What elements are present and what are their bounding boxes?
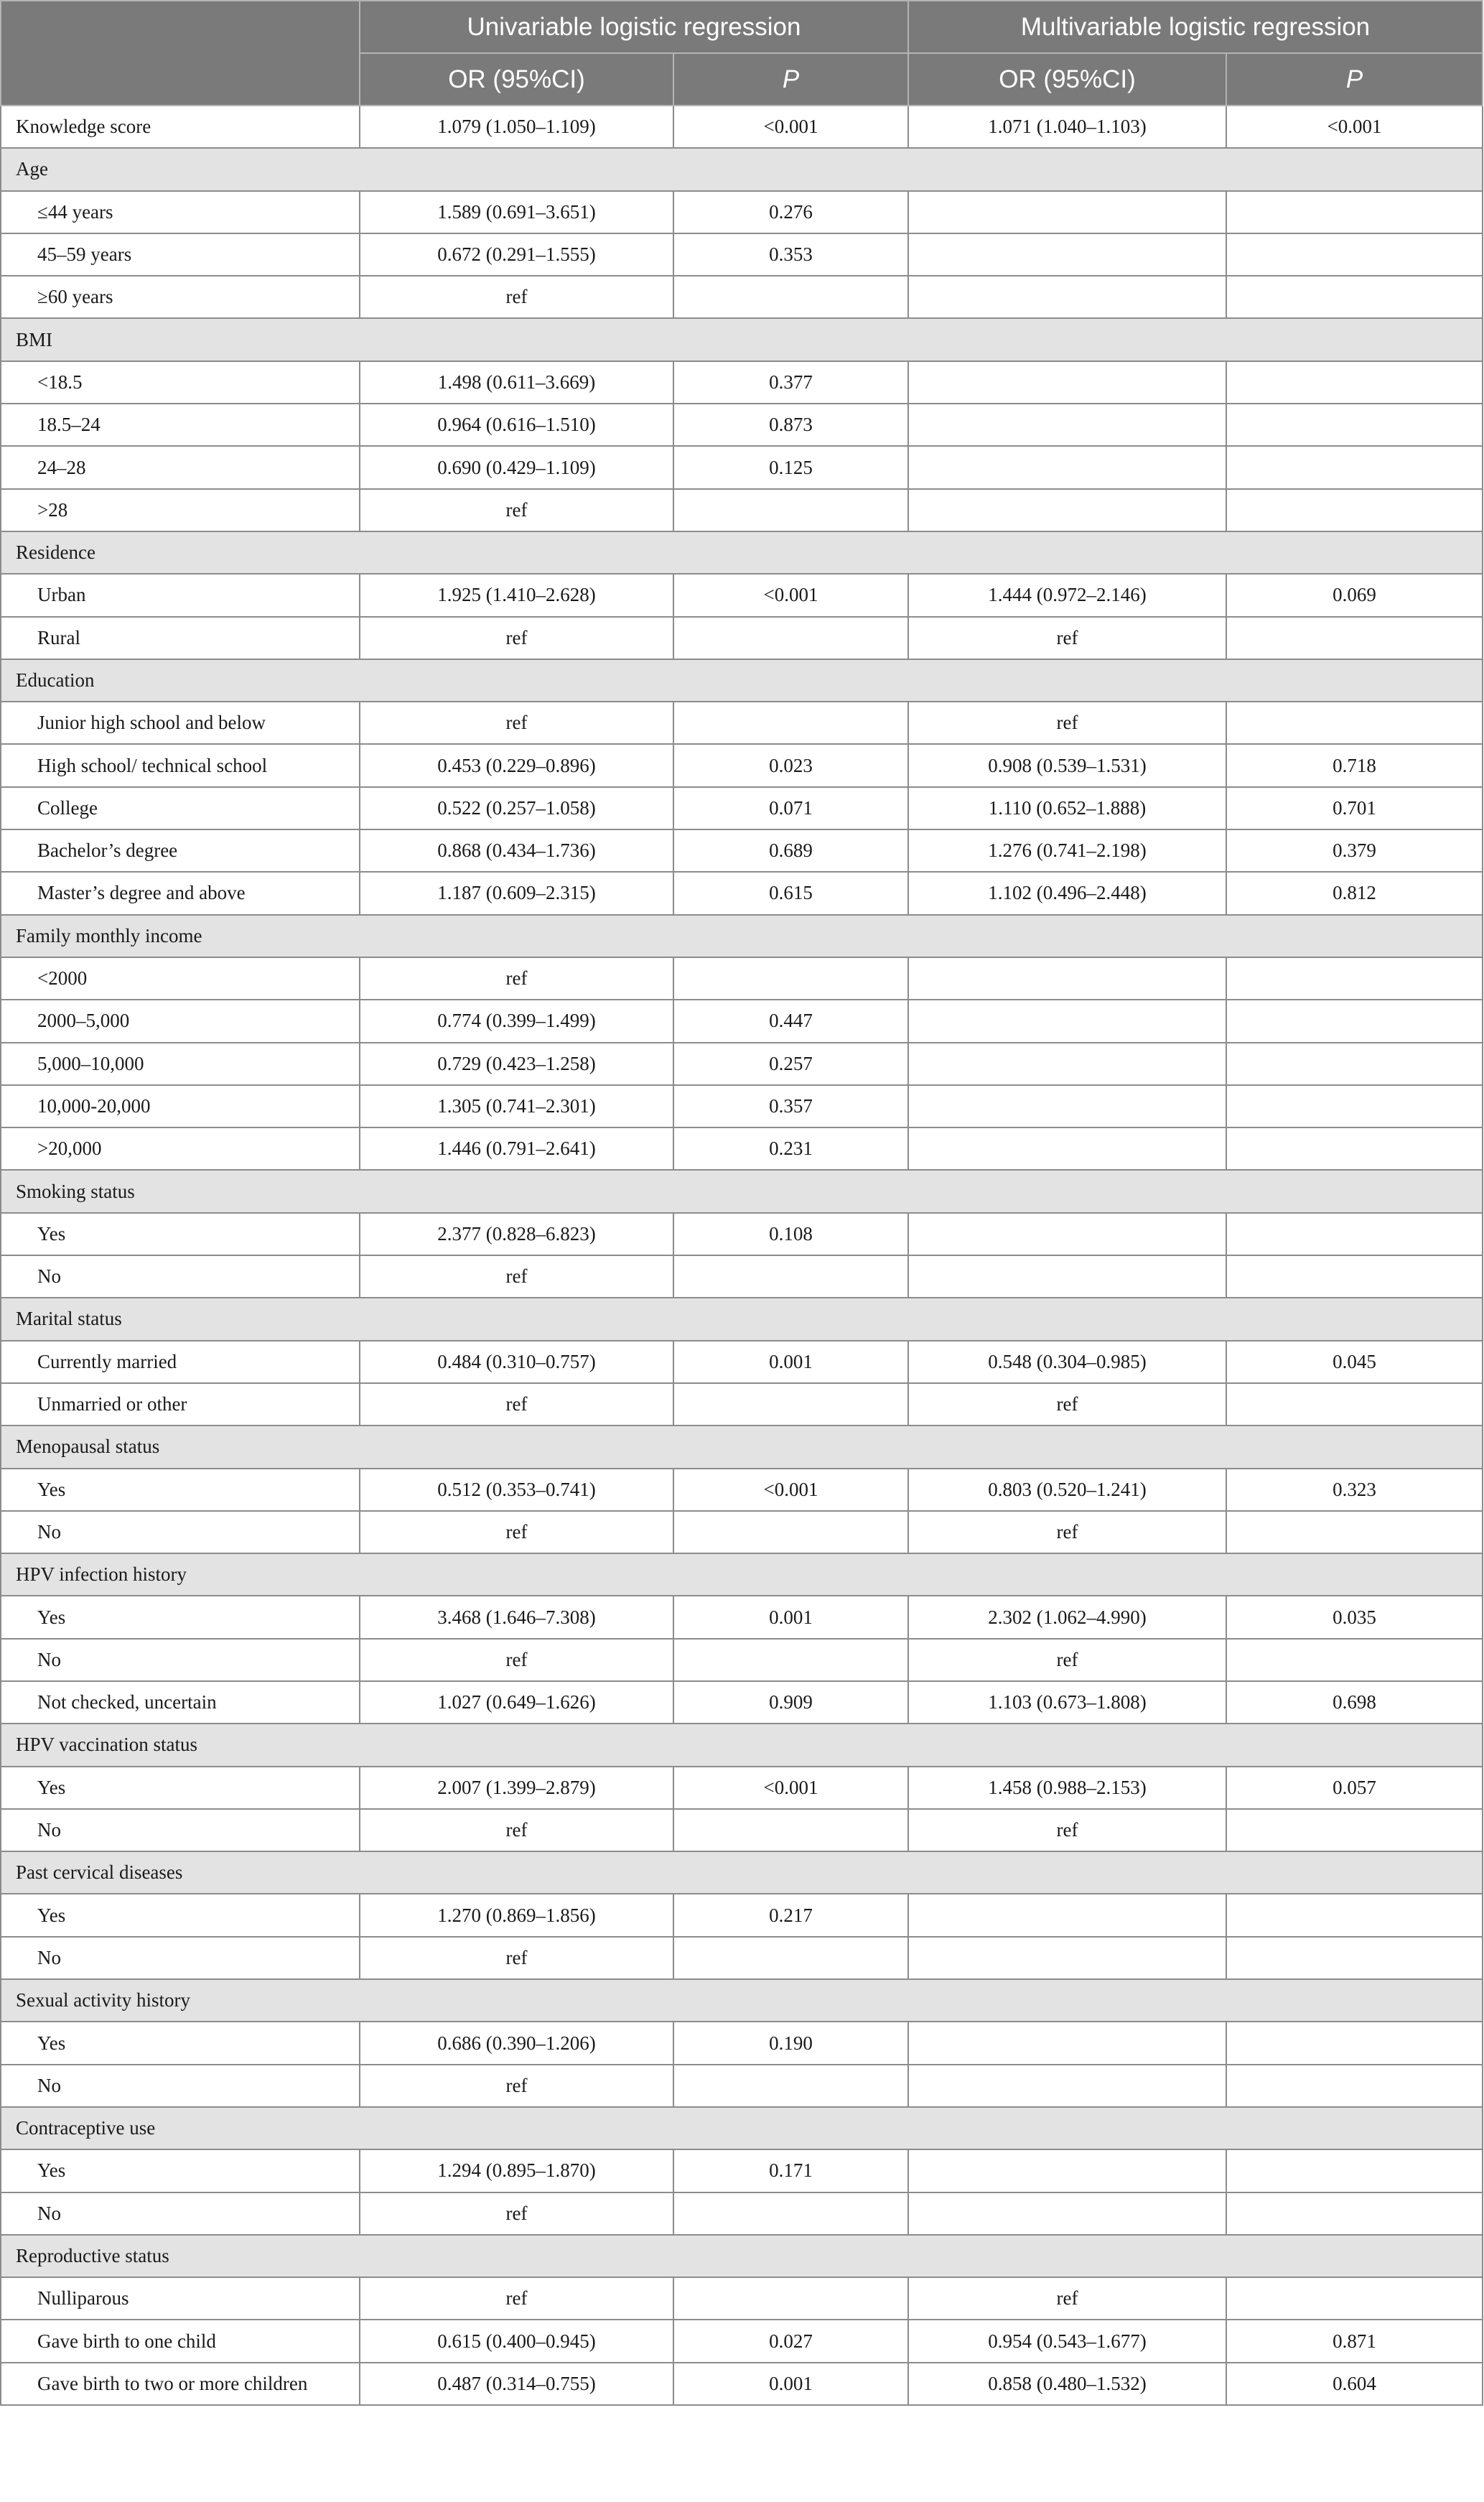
uni-p-cell bbox=[673, 957, 908, 1000]
uni-or-cell: 1.498 (0.611–3.669) bbox=[360, 361, 673, 404]
uni-or-cell: 1.925 (1.410–2.628) bbox=[360, 574, 673, 616]
multi-p-cell bbox=[1226, 2192, 1483, 2235]
multi-or-cell: 0.548 (0.304–0.985) bbox=[908, 1341, 1226, 1383]
uni-or-cell: 2.007 (1.399–2.879) bbox=[360, 1767, 673, 1809]
multi-p-cell: <0.001 bbox=[1226, 106, 1483, 148]
uni-or-cell: 1.294 (0.895–1.870) bbox=[360, 2149, 673, 2192]
uni-p-cell: <0.001 bbox=[673, 106, 908, 148]
uni-p-cell: 0.231 bbox=[673, 1127, 908, 1170]
table-row bbox=[1, 787, 1483, 829]
multi-or-header: OR (95%CI) bbox=[908, 53, 1226, 106]
multi-or-cell: 2.302 (1.062–4.990) bbox=[908, 1596, 1226, 1638]
multi-p-cell: 0.812 bbox=[1226, 872, 1483, 914]
row-label: Bachelor’s degree bbox=[1, 829, 360, 872]
uni-or-cell: ref bbox=[360, 957, 673, 1000]
section-row bbox=[1, 1170, 1483, 1212]
table-row bbox=[1, 276, 1483, 318]
uni-or-cell: 0.964 (0.616–1.510) bbox=[360, 404, 673, 446]
section-label: Smoking status bbox=[1, 1170, 1483, 1212]
section-row bbox=[1, 1724, 1483, 1766]
multi-p-cell bbox=[1226, 957, 1483, 1000]
multi-p-cell: 0.379 bbox=[1226, 829, 1483, 872]
uni-or-cell: 3.468 (1.646–7.308) bbox=[360, 1596, 673, 1638]
uni-or-cell: ref bbox=[360, 2192, 673, 2235]
table-row bbox=[1, 617, 1483, 659]
multi-p-cell: 0.045 bbox=[1226, 1341, 1483, 1383]
multi-or-cell bbox=[908, 957, 1226, 1000]
table-row bbox=[1, 574, 1483, 616]
multi-p-cell: 0.698 bbox=[1226, 1681, 1483, 1724]
multi-p-cell bbox=[1226, 2149, 1483, 2192]
uni-p-cell: 0.217 bbox=[673, 1894, 908, 1936]
multi-or-cell bbox=[908, 1937, 1226, 1979]
table-row bbox=[1, 1127, 1483, 1170]
uni-p-cell bbox=[673, 1639, 908, 1681]
multi-p-cell: 0.323 bbox=[1226, 1469, 1483, 1511]
row-label: Unmarried or other bbox=[1, 1383, 360, 1426]
section-row bbox=[1, 1553, 1483, 1596]
multi-p-cell bbox=[1226, 1894, 1483, 1936]
table-row bbox=[1, 1255, 1483, 1298]
section-row bbox=[1, 318, 1483, 361]
section-label: Past cervical diseases bbox=[1, 1851, 1483, 1894]
header-blank-cell bbox=[1, 1, 360, 106]
uni-p-cell bbox=[673, 1511, 908, 1553]
uni-p-cell: 0.001 bbox=[673, 1341, 908, 1383]
uni-or-cell: 0.453 (0.229–0.896) bbox=[360, 744, 673, 786]
multi-or-cell: ref bbox=[908, 1383, 1226, 1426]
uni-or-cell: 1.305 (0.741–2.301) bbox=[360, 1085, 673, 1127]
uni-p-cell bbox=[673, 2065, 908, 2107]
section-row bbox=[1, 2235, 1483, 2277]
uni-p-cell: 0.001 bbox=[673, 2363, 908, 2405]
multi-or-cell bbox=[908, 2149, 1226, 2192]
uni-or-cell: 0.512 (0.353–0.741) bbox=[360, 1469, 673, 1511]
row-label: No bbox=[1, 1937, 360, 1979]
multi-or-cell bbox=[908, 1043, 1226, 1085]
uni-p-cell: 0.171 bbox=[673, 2149, 908, 2192]
uni-or-cell: 0.615 (0.400–0.945) bbox=[360, 2320, 673, 2362]
section-label: Contraceptive use bbox=[1, 2107, 1483, 2149]
uni-p-cell bbox=[673, 276, 908, 318]
table-row bbox=[1, 872, 1483, 914]
uni-p-cell: 0.190 bbox=[673, 2022, 908, 2064]
table-row bbox=[1, 1213, 1483, 1255]
section-row bbox=[1, 659, 1483, 702]
table-row bbox=[1, 744, 1483, 786]
row-label: 45–59 years bbox=[1, 233, 360, 276]
table-row bbox=[1, 191, 1483, 233]
section-row bbox=[1, 1851, 1483, 1894]
section-label: HPV infection history bbox=[1, 1553, 1483, 1596]
multi-or-cell bbox=[908, 1085, 1226, 1127]
uni-p-cell bbox=[673, 2192, 908, 2235]
table-header bbox=[1, 1, 1483, 106]
multi-or-cell bbox=[908, 1127, 1226, 1170]
table-row bbox=[1, 1043, 1483, 1085]
section-row bbox=[1, 531, 1483, 574]
table-row bbox=[1, 489, 1483, 531]
table-row bbox=[1, 2277, 1483, 2320]
uni-p-cell: 0.023 bbox=[673, 744, 908, 786]
uni-or-cell: 1.270 (0.869–1.856) bbox=[360, 1894, 673, 1936]
multi-p-cell: 0.701 bbox=[1226, 787, 1483, 829]
row-label: <18.5 bbox=[1, 361, 360, 404]
multi-or-cell: 0.954 (0.543–1.677) bbox=[908, 2320, 1226, 2362]
table-row bbox=[1, 702, 1483, 744]
table-row bbox=[1, 1341, 1483, 1383]
section-label: Age bbox=[1, 148, 1483, 190]
row-label: Rural bbox=[1, 617, 360, 659]
section-row bbox=[1, 915, 1483, 957]
section-label: Reproductive status bbox=[1, 2235, 1483, 2277]
uni-p-cell: 0.027 bbox=[673, 2320, 908, 2362]
uni-or-cell: ref bbox=[360, 276, 673, 318]
multi-p-cell bbox=[1226, 1809, 1483, 1851]
section-row bbox=[1, 1426, 1483, 1468]
uni-or-cell: 0.686 (0.390–1.206) bbox=[360, 2022, 673, 2064]
section-label: Menopausal status bbox=[1, 1426, 1483, 1468]
multi-or-cell bbox=[908, 2192, 1226, 2235]
row-label: No bbox=[1, 1639, 360, 1681]
row-label: Yes bbox=[1, 1767, 360, 1809]
uni-or-cell: ref bbox=[360, 1937, 673, 1979]
row-label: Master’s degree and above bbox=[1, 872, 360, 914]
row-label: 2000–5,000 bbox=[1, 1000, 360, 1042]
multi-or-cell bbox=[908, 2022, 1226, 2064]
multi-p-cell bbox=[1226, 1085, 1483, 1127]
uni-p-cell bbox=[673, 489, 908, 531]
table-row bbox=[1, 1596, 1483, 1638]
table-row bbox=[1, 1085, 1483, 1127]
section-row bbox=[1, 148, 1483, 190]
uni-p-cell: 0.108 bbox=[673, 1213, 908, 1255]
multi-or-cell: ref bbox=[908, 1639, 1226, 1681]
multi-or-cell bbox=[908, 489, 1226, 531]
multi-or-cell: 0.908 (0.539–1.531) bbox=[908, 744, 1226, 786]
multi-p-cell bbox=[1226, 1127, 1483, 1170]
uni-p-cell bbox=[673, 2277, 908, 2320]
row-label: Currently married bbox=[1, 1341, 360, 1383]
uni-p-cell: <0.001 bbox=[673, 574, 908, 616]
row-label: Gave birth to two or more children bbox=[1, 2363, 360, 2405]
row-label: Gave birth to one child bbox=[1, 2320, 360, 2362]
uni-or-cell: 1.027 (0.649–1.626) bbox=[360, 1681, 673, 1724]
table-row bbox=[1, 361, 1483, 404]
row-label: ≥60 years bbox=[1, 276, 360, 318]
uni-or-cell: ref bbox=[360, 1809, 673, 1851]
multi-p-cell bbox=[1226, 489, 1483, 531]
multi-or-cell bbox=[908, 276, 1226, 318]
table-row bbox=[1, 1894, 1483, 1936]
multi-or-cell: 0.858 (0.480–1.532) bbox=[908, 2363, 1226, 2405]
table-row bbox=[1, 1000, 1483, 1042]
uni-or-cell: 1.079 (1.050–1.109) bbox=[360, 106, 673, 148]
uni-p-cell bbox=[673, 1383, 908, 1426]
table-row bbox=[1, 1511, 1483, 1553]
uni-or-cell: 2.377 (0.828–6.823) bbox=[360, 1213, 673, 1255]
multi-or-cell: ref bbox=[908, 617, 1226, 659]
uni-or-cell: 0.690 (0.429–1.109) bbox=[360, 446, 673, 488]
row-label: Junior high school and below bbox=[1, 702, 360, 744]
row-label: No bbox=[1, 1255, 360, 1298]
table-row bbox=[1, 1469, 1483, 1511]
univariable-header: Univariable logistic regression bbox=[360, 1, 908, 53]
multi-p-cell bbox=[1226, 1000, 1483, 1042]
uni-or-cell: ref bbox=[360, 1639, 673, 1681]
multi-or-cell bbox=[908, 1213, 1226, 1255]
uni-p-cell: 0.353 bbox=[673, 233, 908, 276]
section-label: Family monthly income bbox=[1, 915, 1483, 957]
row-label: <2000 bbox=[1, 957, 360, 1000]
multi-or-cell: 1.103 (0.673–1.808) bbox=[908, 1681, 1226, 1724]
multi-or-cell: ref bbox=[908, 1809, 1226, 1851]
uni-or-cell: 0.672 (0.291–1.555) bbox=[360, 233, 673, 276]
multi-p-cell: 0.057 bbox=[1226, 1767, 1483, 1809]
row-label: Nulliparous bbox=[1, 2277, 360, 2320]
multi-p-cell bbox=[1226, 617, 1483, 659]
row-label: No bbox=[1, 2192, 360, 2235]
row-label: Yes bbox=[1, 1469, 360, 1511]
table-row bbox=[1, 2320, 1483, 2362]
uni-p-cell: 0.615 bbox=[673, 872, 908, 914]
uni-p-cell: 0.689 bbox=[673, 829, 908, 872]
multi-or-cell bbox=[908, 1000, 1226, 1042]
uni-or-cell: ref bbox=[360, 2065, 673, 2107]
multi-p-cell bbox=[1226, 446, 1483, 488]
table-row bbox=[1, 446, 1483, 488]
multi-or-cell bbox=[908, 1255, 1226, 1298]
uni-p-cell: 0.357 bbox=[673, 1085, 908, 1127]
row-label: Urban bbox=[1, 574, 360, 616]
multi-p-header: P bbox=[1226, 53, 1483, 106]
uni-or-cell: ref bbox=[360, 1383, 673, 1426]
uni-or-cell: ref bbox=[360, 1255, 673, 1298]
table-row bbox=[1, 2149, 1483, 2192]
multi-p-cell bbox=[1226, 1639, 1483, 1681]
table-row bbox=[1, 1639, 1483, 1681]
section-row bbox=[1, 1979, 1483, 2022]
uni-p-cell bbox=[673, 1937, 908, 1979]
table-row bbox=[1, 1937, 1483, 1979]
multi-or-cell bbox=[908, 361, 1226, 404]
section-label: HPV vaccination status bbox=[1, 1724, 1483, 1766]
table-row bbox=[1, 829, 1483, 872]
multi-p-cell bbox=[1226, 1511, 1483, 1553]
multi-p-cell bbox=[1226, 404, 1483, 446]
multi-or-cell bbox=[908, 446, 1226, 488]
uni-or-cell: 0.868 (0.434–1.736) bbox=[360, 829, 673, 872]
uni-p-cell: 0.909 bbox=[673, 1681, 908, 1724]
table-row bbox=[1, 957, 1483, 1000]
multi-or-cell: 0.803 (0.520–1.241) bbox=[908, 1469, 1226, 1511]
table-row bbox=[1, 1809, 1483, 1851]
multi-p-cell bbox=[1226, 233, 1483, 276]
multi-p-cell bbox=[1226, 2277, 1483, 2320]
multi-p-cell bbox=[1226, 1255, 1483, 1298]
uni-or-cell: ref bbox=[360, 702, 673, 744]
uni-or-cell: 0.522 (0.257–1.058) bbox=[360, 787, 673, 829]
multi-p-cell: 0.871 bbox=[1226, 2320, 1483, 2362]
uni-p-cell: 0.377 bbox=[673, 361, 908, 404]
multi-p-cell bbox=[1226, 361, 1483, 404]
multi-or-cell bbox=[908, 233, 1226, 276]
multi-or-cell bbox=[908, 404, 1226, 446]
uni-or-cell: 1.187 (0.609–2.315) bbox=[360, 872, 673, 914]
table-body bbox=[1, 106, 1483, 2405]
uni-p-cell: 0.447 bbox=[673, 1000, 908, 1042]
multi-p-cell: 0.069 bbox=[1226, 574, 1483, 616]
row-label: Knowledge score bbox=[1, 106, 360, 148]
multi-or-cell: 1.276 (0.741–2.198) bbox=[908, 829, 1226, 872]
row-label: Yes bbox=[1, 1894, 360, 1936]
table-row bbox=[1, 1767, 1483, 1809]
section-row bbox=[1, 2107, 1483, 2149]
row-label: >20,000 bbox=[1, 1127, 360, 1170]
uni-p-cell: <0.001 bbox=[673, 1767, 908, 1809]
multi-p-cell bbox=[1226, 191, 1483, 233]
table-row bbox=[1, 106, 1483, 148]
table-row bbox=[1, 2192, 1483, 2235]
section-label: BMI bbox=[1, 318, 1483, 361]
uni-p-cell: 0.873 bbox=[673, 404, 908, 446]
multi-or-cell: 1.071 (1.040–1.103) bbox=[908, 106, 1226, 148]
multi-or-cell bbox=[908, 191, 1226, 233]
uni-p-cell: 0.257 bbox=[673, 1043, 908, 1085]
multi-p-cell bbox=[1226, 1213, 1483, 1255]
row-label: Yes bbox=[1, 2022, 360, 2064]
table-row bbox=[1, 2022, 1483, 2064]
row-label: 18.5–24 bbox=[1, 404, 360, 446]
uni-p-cell: <0.001 bbox=[673, 1469, 908, 1511]
section-label: Marital status bbox=[1, 1298, 1483, 1340]
multi-p-cell bbox=[1226, 1937, 1483, 1979]
uni-p-cell bbox=[673, 1809, 908, 1851]
table-row bbox=[1, 233, 1483, 276]
multi-or-cell: ref bbox=[908, 2277, 1226, 2320]
multi-p-cell bbox=[1226, 2065, 1483, 2107]
row-label: 5,000–10,000 bbox=[1, 1043, 360, 1085]
section-label: Residence bbox=[1, 531, 1483, 574]
uni-or-cell: 0.729 (0.423–1.258) bbox=[360, 1043, 673, 1085]
multi-or-cell: 1.458 (0.988–2.153) bbox=[908, 1767, 1226, 1809]
multi-p-cell bbox=[1226, 1043, 1483, 1085]
uni-or-header: OR (95%CI) bbox=[360, 53, 673, 106]
multi-p-cell bbox=[1226, 702, 1483, 744]
row-label: 10,000-20,000 bbox=[1, 1085, 360, 1127]
uni-p-cell: 0.125 bbox=[673, 446, 908, 488]
uni-p-cell: 0.276 bbox=[673, 191, 908, 233]
table-row bbox=[1, 1383, 1483, 1426]
row-label: ≤44 years bbox=[1, 191, 360, 233]
table-row bbox=[1, 1681, 1483, 1724]
uni-or-cell: ref bbox=[360, 489, 673, 531]
row-label: Yes bbox=[1, 1213, 360, 1255]
section-label: Sexual activity history bbox=[1, 1979, 1483, 2022]
row-label: College bbox=[1, 787, 360, 829]
table-row bbox=[1, 2363, 1483, 2405]
row-label: 24–28 bbox=[1, 446, 360, 488]
section-label: Education bbox=[1, 659, 1483, 702]
multi-p-cell: 0.035 bbox=[1226, 1596, 1483, 1638]
row-label: >28 bbox=[1, 489, 360, 531]
multi-p-cell bbox=[1226, 276, 1483, 318]
uni-or-cell: ref bbox=[360, 617, 673, 659]
uni-or-cell: 1.446 (0.791–2.641) bbox=[360, 1127, 673, 1170]
row-label: No bbox=[1, 1511, 360, 1553]
uni-p-cell: 0.001 bbox=[673, 1596, 908, 1638]
multi-p-cell: 0.604 bbox=[1226, 2363, 1483, 2405]
row-label: Yes bbox=[1, 2149, 360, 2192]
multi-or-cell bbox=[908, 1894, 1226, 1936]
multi-p-cell: 0.718 bbox=[1226, 744, 1483, 786]
row-label: No bbox=[1, 1809, 360, 1851]
multi-or-cell: 1.444 (0.972–2.146) bbox=[908, 574, 1226, 616]
uni-p-cell bbox=[673, 1255, 908, 1298]
section-row bbox=[1, 1298, 1483, 1340]
multi-or-cell: ref bbox=[908, 702, 1226, 744]
row-label: No bbox=[1, 2065, 360, 2107]
table-row bbox=[1, 2065, 1483, 2107]
uni-or-cell: 0.774 (0.399–1.499) bbox=[360, 1000, 673, 1042]
uni-p-header: P bbox=[673, 53, 908, 106]
uni-p-cell bbox=[673, 702, 908, 744]
multi-or-cell: ref bbox=[908, 1511, 1226, 1553]
row-label: Not checked, uncertain bbox=[1, 1681, 360, 1724]
row-label: High school/ technical school bbox=[1, 744, 360, 786]
header-row-group bbox=[1, 1, 1483, 53]
multivariable-header: Multivariable logistic regression bbox=[908, 1, 1483, 53]
row-label: Yes bbox=[1, 1596, 360, 1638]
uni-or-cell: 1.589 (0.691–3.651) bbox=[360, 191, 673, 233]
multi-or-cell: 1.110 (0.652–1.888) bbox=[908, 787, 1226, 829]
uni-or-cell: ref bbox=[360, 1511, 673, 1553]
uni-or-cell: 0.487 (0.314–0.755) bbox=[360, 2363, 673, 2405]
multi-p-cell bbox=[1226, 1383, 1483, 1426]
uni-p-cell bbox=[673, 617, 908, 659]
multi-or-cell bbox=[908, 2065, 1226, 2107]
table-row bbox=[1, 404, 1483, 446]
multi-p-cell bbox=[1226, 2022, 1483, 2064]
multi-or-cell: 1.102 (0.496–2.448) bbox=[908, 872, 1226, 914]
uni-or-cell: ref bbox=[360, 2277, 673, 2320]
uni-or-cell: 0.484 (0.310–0.757) bbox=[360, 1341, 673, 1383]
uni-p-cell: 0.071 bbox=[673, 787, 908, 829]
